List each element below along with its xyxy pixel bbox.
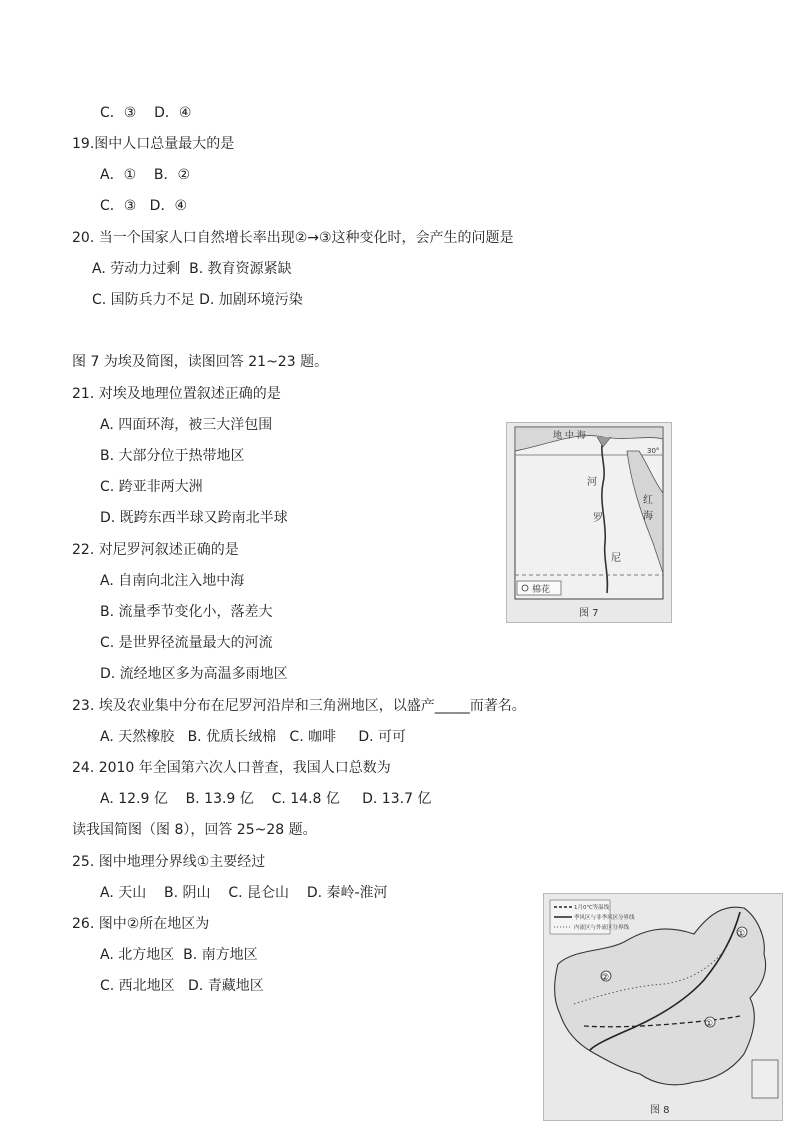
option-line: A. 天山 B. 阴山 C. 昆仑山 D. 秦岭-淮河 bbox=[100, 885, 388, 901]
option-line: C. 是世界径流量最大的河流 bbox=[100, 635, 273, 651]
question-21: 21. 对埃及地理位置叙述正确的是 bbox=[72, 386, 281, 402]
egypt-map-figure bbox=[506, 422, 672, 623]
figure-8-caption: 图 8 bbox=[650, 1105, 670, 1116]
south-china-sea-inset bbox=[752, 1060, 778, 1098]
river-label-1: 河 bbox=[587, 477, 597, 488]
red-sea-label-2: 海 bbox=[643, 511, 653, 522]
option-line: D. 流经地区多为高温多雨地区 bbox=[100, 666, 288, 682]
sea-label: 地 中 海 bbox=[553, 431, 586, 441]
legend-item-3: 内流区与外流区分界线 bbox=[574, 925, 630, 931]
question-22: 22. 对尼罗河叙述正确的是 bbox=[72, 542, 239, 558]
question-25: 25. 图中地理分界线①主要经过 bbox=[72, 854, 266, 870]
option-line: A. 自南向北注入地中海 bbox=[100, 573, 245, 589]
question-19: 19.图中人口总量最大的是 bbox=[72, 136, 235, 152]
figure-7-caption: 图 7 bbox=[579, 608, 599, 619]
option-line: D. 既跨东西半球又跨南北半球 bbox=[100, 510, 288, 526]
question-20: 20. 当一个国家人口自然增长率出现②→③这种变化时，会产生的问题是 bbox=[72, 230, 514, 246]
option-line: A．① B．② bbox=[100, 167, 191, 183]
option-line: C. 跨亚非两大洲 bbox=[100, 479, 203, 495]
option-line: C. 国防兵力不足 D. 加剧环境污染 bbox=[92, 292, 303, 308]
china-map-figure bbox=[543, 893, 783, 1121]
marker-label: ② bbox=[601, 973, 610, 983]
option-line: A. 天然橡胶 B. 优质长绒棉 C. 咖啡 D. 可可 bbox=[100, 729, 407, 745]
option-line: A. 北方地区 B. 南方地区 bbox=[100, 947, 258, 963]
legend-item-1: 1月0℃等温线 bbox=[574, 905, 610, 911]
option-line: A. 四面环海，被三大洋包围 bbox=[100, 417, 273, 433]
marker-label: ① bbox=[705, 1019, 714, 1029]
option-line: A. 劳动力过剩 B. 教育资源紧缺 bbox=[92, 261, 292, 277]
red-sea-label-1: 红 bbox=[643, 495, 653, 506]
river-label-3: 尼 bbox=[611, 553, 621, 564]
option-line: A. 12.9 亿 B. 13.9 亿 C. 14.8 亿 D. 13.7 亿 bbox=[100, 791, 432, 807]
legend-label: 棉花 bbox=[532, 585, 551, 595]
section-intro-fig8: 读我国简图（图 8），回答 25~28 题。 bbox=[72, 822, 317, 838]
marker-label: ① bbox=[737, 929, 746, 939]
latitude-label: 30° bbox=[647, 447, 660, 455]
option-line: B. 大部分位于热带地区 bbox=[100, 448, 245, 464]
river-label-2: 罗 bbox=[593, 513, 603, 524]
question-26: 26. 图中②所在地区为 bbox=[72, 916, 210, 932]
legend-item-2: 季风区与非季风区分界线 bbox=[574, 915, 635, 921]
section-intro-fig7: 图 7 为埃及简图，读图回答 21~23 题。 bbox=[72, 354, 329, 370]
option-line: C. 西北地区 D. 青藏地区 bbox=[100, 978, 264, 994]
option-line: C．③ D．④ bbox=[100, 198, 188, 214]
question-23: 23. 埃及农业集中分布在尼罗河沿岸和三角洲地区，以盛产_____而著名。 bbox=[72, 698, 526, 714]
option-line: C．③ D．④ bbox=[100, 105, 192, 121]
option-line: B. 流量季节变化小，落差大 bbox=[100, 604, 273, 620]
question-24: 24. 2010 年全国第六次人口普查，我国人口总数为 bbox=[72, 760, 391, 776]
